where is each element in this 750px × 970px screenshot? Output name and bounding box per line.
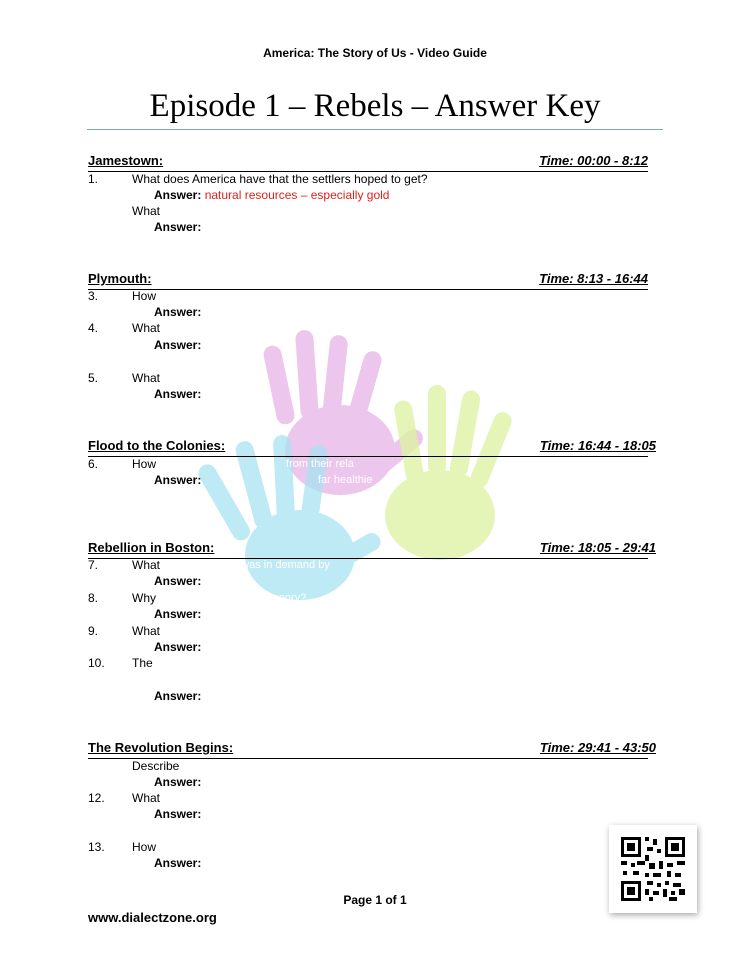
- answer-label: Answer:: [154, 856, 202, 870]
- question-text: What: [132, 371, 161, 385]
- watermark-text: far healthie: [318, 474, 373, 486]
- section-title: Flood to the Colonies:: [88, 438, 226, 453]
- question-text: How: [132, 289, 157, 303]
- answer-label: Answer:: [154, 775, 202, 789]
- question-number: 13.: [88, 840, 105, 854]
- question-text: The: [132, 656, 153, 670]
- section-header-boston: [88, 540, 656, 559]
- question-text: How: [132, 840, 157, 854]
- question-number: 9.: [88, 624, 99, 638]
- section-time: Time: 00:00 - 8:12: [539, 153, 648, 168]
- section-time: Time: 18:05 - 29:41: [539, 540, 656, 555]
- watermark-text: from their rela: [286, 458, 354, 470]
- question-number: 8.: [88, 591, 99, 605]
- section-header-plymouth: [88, 271, 648, 290]
- watermark-text: so angry?: [258, 592, 307, 604]
- section-header-jamestown: [88, 153, 648, 172]
- watermark-text: e was in demand by: [232, 559, 330, 571]
- question-text: What does America have that the settlers hoped to get?: [132, 172, 428, 186]
- section-title: Plymouth:: [88, 271, 152, 286]
- answer-line: Answer: natural resources – especially gold: [154, 188, 390, 202]
- answer-label: Answer:: [154, 640, 202, 654]
- green-hand-icon: [385, 385, 514, 560]
- section-time: Time: 16:44 - 18:05: [539, 438, 656, 453]
- question-number: 5.: [88, 371, 99, 385]
- answer-label: Answer:: [154, 807, 202, 821]
- question-text: What: [132, 624, 161, 638]
- question-number: 1.: [88, 172, 99, 186]
- question-text: Why: [132, 591, 156, 605]
- question-text: What: [132, 204, 161, 218]
- website-url[interactable]: www.dialectzone.org: [88, 910, 217, 925]
- question-text: Describe: [132, 759, 180, 773]
- answer-label: Answer:: [154, 387, 202, 401]
- section-title: Rebellion in Boston:: [88, 540, 215, 555]
- question-text: What: [132, 558, 161, 572]
- question-text: How: [132, 457, 157, 471]
- question-text: What: [132, 791, 161, 805]
- answer-label: Answer:: [154, 305, 202, 319]
- question-number: 6.: [88, 457, 99, 471]
- answer-label: Answer:: [154, 338, 202, 352]
- section-header-revolution: [88, 740, 656, 759]
- question-number: 10.: [88, 656, 105, 670]
- title-rule: [87, 129, 663, 130]
- answer-label: Answer:: [154, 607, 202, 621]
- question-text: What: [132, 321, 161, 335]
- answer-label: Answer:: [154, 689, 202, 703]
- section-title: The Revolution Begins:: [88, 740, 234, 755]
- guide-header: America: The Story of Us - Video Guide: [263, 46, 487, 60]
- question-number: 7.: [88, 558, 99, 572]
- question-number: 12.: [88, 791, 105, 805]
- answer-label: Answer:: [154, 220, 202, 234]
- handprints-watermark: [190, 330, 550, 650]
- question-number: 4.: [88, 321, 99, 335]
- question-number: 3.: [88, 289, 99, 303]
- section-title: Jamestown:: [88, 153, 164, 168]
- section-header-flood: [88, 438, 656, 457]
- page-title: Episode 1 – Rebels – Answer Key: [149, 88, 601, 124]
- answer-label: Answer: [154, 188, 198, 202]
- page-number: Page 1 of 1: [343, 893, 407, 907]
- answer-label: Answer:: [154, 473, 202, 487]
- section-time: Time: 29:41 - 43:50: [539, 740, 656, 755]
- answer-label: Answer:: [154, 574, 202, 588]
- section-time: Time: 8:13 - 16:44: [539, 271, 648, 286]
- answer-value: natural resources – especially gold: [204, 188, 390, 202]
